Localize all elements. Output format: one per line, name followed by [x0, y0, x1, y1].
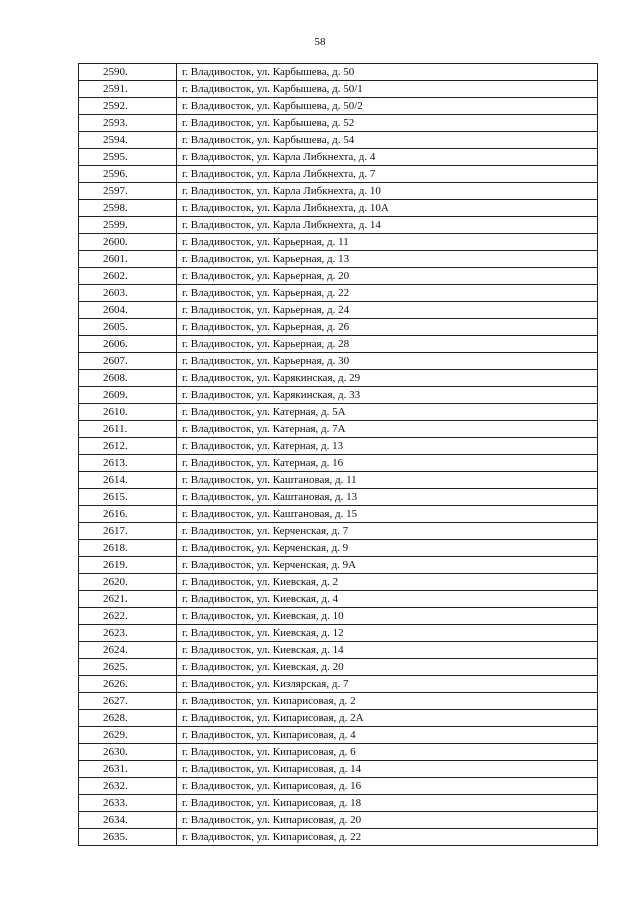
table-row — [79, 302, 598, 319]
row-number: 2616. — [79, 506, 177, 523]
address-table-body — [79, 64, 598, 846]
row-address: г. Владивосток, ул. Керченская, д. 9 — [177, 540, 598, 557]
row-address: г. Владивосток, ул. Карбышева, д. 50/2 — [177, 98, 598, 115]
row-number: 2612. — [79, 438, 177, 455]
row-number: 2597. — [79, 183, 177, 200]
row-address: г. Владивосток, ул. Каштановая, д. 11 — [177, 472, 598, 489]
table-row — [79, 812, 598, 829]
table-row — [79, 251, 598, 268]
row-number: 2606. — [79, 336, 177, 353]
row-address: г. Владивосток, ул. Керченская, д. 9А — [177, 557, 598, 574]
row-number: 2599. — [79, 217, 177, 234]
table-row — [79, 200, 598, 217]
table-row — [79, 387, 598, 404]
row-number: 2596. — [79, 166, 177, 183]
row-address: г. Владивосток, ул. Киевская, д. 12 — [177, 625, 598, 642]
row-number: 2613. — [79, 455, 177, 472]
row-address: г. Владивосток, ул. Киевская, д. 10 — [177, 608, 598, 625]
table-row — [79, 115, 598, 132]
table-row — [79, 591, 598, 608]
row-number: 2608. — [79, 370, 177, 387]
table-row — [79, 166, 598, 183]
row-number: 2592. — [79, 98, 177, 115]
row-number: 2602. — [79, 268, 177, 285]
row-address: г. Владивосток, ул. Катерная, д. 13 — [177, 438, 598, 455]
table-row — [79, 285, 598, 302]
row-address: г. Владивосток, ул. Кипарисовая, д. 2 — [177, 693, 598, 710]
row-address: г. Владивосток, ул. Карла Либкнехта, д. 10А — [177, 200, 598, 217]
table-row — [79, 489, 598, 506]
row-number: 2630. — [79, 744, 177, 761]
table-row — [79, 761, 598, 778]
row-number: 2603. — [79, 285, 177, 302]
table-row — [79, 608, 598, 625]
table-row — [79, 81, 598, 98]
row-address: г. Владивосток, ул. Карбышева, д. 54 — [177, 132, 598, 149]
row-number: 2590. — [79, 64, 177, 81]
table-row — [79, 676, 598, 693]
table-row — [79, 183, 598, 200]
row-address: г. Владивосток, ул. Карьерная, д. 24 — [177, 302, 598, 319]
row-number: 2617. — [79, 523, 177, 540]
row-address: г. Владивосток, ул. Карьерная, д. 20 — [177, 268, 598, 285]
table-row — [79, 540, 598, 557]
row-number: 2598. — [79, 200, 177, 217]
row-address: г. Владивосток, ул. Керченская, д. 7 — [177, 523, 598, 540]
row-address: г. Владивосток, ул. Карла Либкнехта, д. 14 — [177, 217, 598, 234]
table-row — [79, 455, 598, 472]
row-address: г. Владивосток, ул. Карьерная, д. 13 — [177, 251, 598, 268]
row-number: 2631. — [79, 761, 177, 778]
row-address: г. Владивосток, ул. Карякинская, д. 33 — [177, 387, 598, 404]
row-address: г. Владивосток, ул. Кипарисовая, д. 2А — [177, 710, 598, 727]
row-number: 2624. — [79, 642, 177, 659]
table-row — [79, 268, 598, 285]
row-number: 2593. — [79, 115, 177, 132]
row-number: 2610. — [79, 404, 177, 421]
row-number: 2635. — [79, 829, 177, 846]
row-number: 2633. — [79, 795, 177, 812]
row-address: г. Владивосток, ул. Карла Либкнехта, д. 10 — [177, 183, 598, 200]
table-row — [79, 472, 598, 489]
table-row — [79, 829, 598, 846]
table-row — [79, 353, 598, 370]
row-address: г. Владивосток, ул. Кипарисовая, д. 6 — [177, 744, 598, 761]
table-row — [79, 795, 598, 812]
table-row — [79, 132, 598, 149]
table-row — [79, 574, 598, 591]
table-row — [79, 727, 598, 744]
row-address: г. Владивосток, ул. Карьерная, д. 26 — [177, 319, 598, 336]
row-address: г. Владивосток, ул. Киевская, д. 4 — [177, 591, 598, 608]
row-number: 2609. — [79, 387, 177, 404]
row-address: г. Владивосток, ул. Киевская, д. 2 — [177, 574, 598, 591]
table-row — [79, 370, 598, 387]
row-address: г. Владивосток, ул. Каштановая, д. 15 — [177, 506, 598, 523]
table-row — [79, 778, 598, 795]
row-number: 2632. — [79, 778, 177, 795]
row-number: 2620. — [79, 574, 177, 591]
row-number: 2601. — [79, 251, 177, 268]
row-number: 2618. — [79, 540, 177, 557]
row-number: 2600. — [79, 234, 177, 251]
row-number: 2594. — [79, 132, 177, 149]
row-number: 2621. — [79, 591, 177, 608]
table-row — [79, 438, 598, 455]
row-number: 2625. — [79, 659, 177, 676]
table-row — [79, 98, 598, 115]
row-address: г. Владивосток, ул. Катерная, д. 7А — [177, 421, 598, 438]
table-row — [79, 642, 598, 659]
row-number: 2634. — [79, 812, 177, 829]
table-row — [79, 421, 598, 438]
table-row — [79, 336, 598, 353]
table-row — [79, 234, 598, 251]
row-number: 2623. — [79, 625, 177, 642]
address-table — [78, 63, 598, 846]
table-row — [79, 404, 598, 421]
row-number: 2605. — [79, 319, 177, 336]
row-number: 2611. — [79, 421, 177, 438]
row-number: 2614. — [79, 472, 177, 489]
row-number: 2628. — [79, 710, 177, 727]
row-address: г. Владивосток, ул. Катерная, д. 5А — [177, 404, 598, 421]
row-address: г. Владивосток, ул. Кипарисовая, д. 14 — [177, 761, 598, 778]
row-number: 2627. — [79, 693, 177, 710]
row-number: 2629. — [79, 727, 177, 744]
table-row — [79, 319, 598, 336]
row-address: г. Владивосток, ул. Кипарисовая, д. 4 — [177, 727, 598, 744]
row-address: г. Владивосток, ул. Кипарисовая, д. 22 — [177, 829, 598, 846]
table-row — [79, 693, 598, 710]
row-address: г. Владивосток, ул. Карла Либкнехта, д. 4 — [177, 149, 598, 166]
row-address: г. Владивосток, ул. Карбышева, д. 50 — [177, 64, 598, 81]
table-row — [79, 523, 598, 540]
row-address: г. Владивосток, ул. Кипарисовая, д. 16 — [177, 778, 598, 795]
row-address: г. Владивосток, ул. Карьерная, д. 22 — [177, 285, 598, 302]
row-address: г. Владивосток, ул. Карякинская, д. 29 — [177, 370, 598, 387]
row-address: г. Владивосток, ул. Каштановая, д. 13 — [177, 489, 598, 506]
row-address: г. Владивосток, ул. Киевская, д. 14 — [177, 642, 598, 659]
table-row — [79, 557, 598, 574]
row-address: г. Владивосток, ул. Кипарисовая, д. 20 — [177, 812, 598, 829]
table-row — [79, 625, 598, 642]
table-row — [79, 217, 598, 234]
row-number: 2619. — [79, 557, 177, 574]
table-row — [79, 506, 598, 523]
row-number: 2607. — [79, 353, 177, 370]
row-address: г. Владивосток, ул. Карбышева, д. 50/1 — [177, 81, 598, 98]
row-address: г. Владивосток, ул. Киевская, д. 20 — [177, 659, 598, 676]
row-address: г. Владивосток, ул. Карьерная, д. 28 — [177, 336, 598, 353]
table-row — [79, 744, 598, 761]
row-address: г. Владивосток, ул. Карбышева, д. 52 — [177, 115, 598, 132]
table-row — [79, 710, 598, 727]
row-address: г. Владивосток, ул. Карьерная, д. 30 — [177, 353, 598, 370]
table-row — [79, 64, 598, 81]
row-address: г. Владивосток, ул. Кипарисовая, д. 18 — [177, 795, 598, 812]
row-address: г. Владивосток, ул. Катерная, д. 16 — [177, 455, 598, 472]
row-number: 2626. — [79, 676, 177, 693]
row-number: 2615. — [79, 489, 177, 506]
row-number: 2604. — [79, 302, 177, 319]
row-address: г. Владивосток, ул. Карьерная, д. 11 — [177, 234, 598, 251]
row-address: г. Владивосток, ул. Кизлярская, д. 7 — [177, 676, 598, 693]
row-number: 2591. — [79, 81, 177, 98]
row-number: 2622. — [79, 608, 177, 625]
table-row — [79, 659, 598, 676]
page-number: 58 — [314, 36, 326, 48]
table-row — [79, 149, 598, 166]
row-address: г. Владивосток, ул. Карла Либкнехта, д. 7 — [177, 166, 598, 183]
row-number: 2595. — [79, 149, 177, 166]
